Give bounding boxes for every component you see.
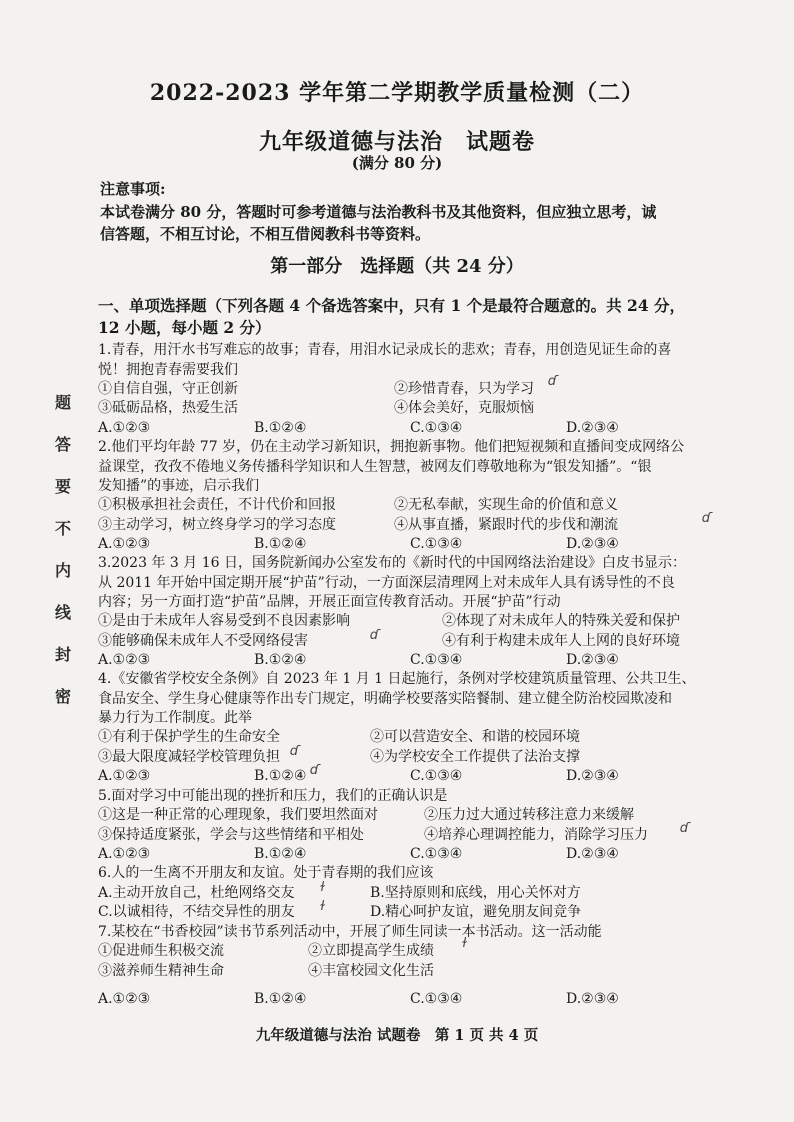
seal-char: 不 <box>54 519 71 538</box>
notice-heading: 注意事项: <box>100 180 166 198</box>
option-statement: ②体现了对未成年人的特殊关爱和保护 <box>442 613 680 629</box>
option-statement: ④培养心理调控能力，消除学习压力 <box>424 827 648 843</box>
pen-mark: ɗ <box>370 628 380 643</box>
question-stem: 从 2011 年开始中国定期开展“护苗”行动，一方面深层清理网上对未成年人具有诱导性的不良 <box>98 575 675 591</box>
question-stem: 悦！拥抱青春需要我们 <box>98 362 238 378</box>
notice-line: 信答题，不相互讨论，不相互借阅教科书等资料。 <box>100 225 431 243</box>
option-statement: ②可以营造安全、和谐的校园环境 <box>370 729 580 745</box>
option-statement: ①促进师生积极交流 <box>98 943 224 959</box>
choice-b: B.①②④ <box>254 536 307 552</box>
notice-line: 本试卷满分 80 分，答题时可参考道德与法治教科书及其他资料，但应独立思考，诚 <box>100 203 657 221</box>
seal-char: 线 <box>54 603 71 622</box>
choice-a: A.①②③ <box>98 652 151 668</box>
option-statement: ①有利于保护学生的生命安全 <box>98 729 280 745</box>
choice-a: A.①②③ <box>98 420 151 436</box>
choice-a: A.①②③ <box>98 846 151 862</box>
option-statement: ②压力过大通过转移注意力来缓解 <box>424 807 634 823</box>
question-stem: 发知播”的事迹，启示我们 <box>98 478 260 494</box>
seal-margin-text <box>52 395 74 705</box>
page-footer: 九年级道德与法治 试题卷 第 1 页 共 4 页 <box>255 1027 539 1044</box>
choice-d: D.精心呵护友谊，避免朋友间竞争 <box>370 904 582 920</box>
choice-a: A.①②③ <box>98 536 151 552</box>
option-statement: ①这是一种正常的心理现象，我们要坦然面对 <box>98 807 378 823</box>
question-stem: 暴力行为工作制度。此举 <box>98 710 252 726</box>
part-title: 第一部分 选择题（共 24 分） <box>270 256 524 277</box>
pen-mark: ɗ <box>290 744 300 759</box>
choice-b: B.①②④ <box>254 420 307 436</box>
option-statement: ④丰富校园文化生活 <box>308 963 434 979</box>
seal-char: 答 <box>54 435 71 454</box>
option-statement: ②珍惜青春，只为学习 <box>394 381 534 397</box>
option-statement: ③砥砺品格，热爱生活 <box>98 400 238 416</box>
choice-d: D.②③④ <box>566 652 619 668</box>
option-statement: ③能够确保未成年人不受网络侵害 <box>98 633 308 649</box>
choice-c: C.以诚相待，不结交异性的朋友 <box>98 904 295 920</box>
option-statement: ①积极承担社会责任，不计代价和回报 <box>98 497 336 513</box>
choice-c: C.①③④ <box>410 420 463 436</box>
option-statement: ①自信自强，守正创新 <box>98 381 238 397</box>
option-statement: ④为学校安全工作提供了法治支撑 <box>370 749 580 765</box>
option-statement: ③主动学习，树立终身学习的学习态度 <box>98 517 336 533</box>
section-heading: 12 小题，每小题 2 分） <box>98 318 271 337</box>
choice-c: C.①③④ <box>410 652 463 668</box>
choice-d: D.②③④ <box>566 991 619 1007</box>
question-stem: 内容；另一方面打造“护苗”品牌，开展正面宣传教育活动。开展“护苗”行动 <box>98 594 561 610</box>
choice-d: D.②③④ <box>566 420 619 436</box>
seal-char: 密 <box>54 687 71 706</box>
pen-mark: ɫ <box>462 936 468 951</box>
question-stem: 益课堂，孜孜不倦地义务传播科学知识和人生智慧，被网友们尊敬地称为“银发知播”。“银 <box>98 459 652 475</box>
option-statement: ②无私奉献，实现生命的价值和意义 <box>394 497 618 513</box>
pen-mark: ɗ <box>310 763 320 778</box>
seal-char: 题 <box>54 393 71 412</box>
pen-mark: ɗ <box>702 511 712 526</box>
question-stem: 2.他们平均年龄 77 岁，仍在主动学习新知识，拥抱新事物。他们把短视频和直播间变成网络公 <box>98 439 685 455</box>
choice-d: D.②③④ <box>566 846 619 862</box>
question-stem: 食品安全、学生身心健康等作出专门规定，明确学校要落实陪餐制、建立健全防治校园欺凌和 <box>98 691 672 707</box>
question-stem: 5.面对学习中可能出现的挫折和压力，我们的正确认识是 <box>98 788 448 804</box>
option-statement: ④从事直播，紧跟时代的步伐和潮流 <box>394 517 618 533</box>
exam-title: 2022-2023 学年第二学期教学质量检测（二） <box>149 80 645 106</box>
pen-mark: ɗ <box>680 821 690 836</box>
section-heading: 一、单项选择题（下列各题 4 个备选答案中，只有 1 个是最符合题意的。共 24 分， <box>98 296 686 315</box>
choice-b: B.坚持原则和底线，用心关怀对方 <box>370 885 581 901</box>
option-statement: ③滋养师生精神生命 <box>98 963 224 979</box>
choice-c: C.①③④ <box>410 768 463 784</box>
seal-char: 内 <box>54 561 71 580</box>
pen-mark: ɫ <box>320 880 326 895</box>
full-score: (满分 80 分) <box>351 154 443 172</box>
seal-char: 封 <box>54 645 71 664</box>
option-statement: ④有利于构建未成年人上网的良好环境 <box>442 633 680 649</box>
seal-char: 要 <box>54 477 71 496</box>
choice-c: C.①③④ <box>410 846 463 862</box>
question-stem: 1.青春，用汗水书写难忘的故事；青春，用泪水记录成长的悲欢；青春，用创造见证生命的喜 <box>98 342 672 358</box>
option-statement: ③最大限度减轻学校管理负担 <box>98 749 280 765</box>
choice-c: C.①③④ <box>410 991 463 1007</box>
question-stem: 7.某校在“书香校园”读书节系列活动中，开展了师生同读一本书活动。这一活动能 <box>98 924 602 940</box>
choice-a: A.主动开放自己，杜绝网络交友 <box>98 885 295 901</box>
question-stem: 3.2023 年 3 月 16 日，国务院新闻办公室发布的《新时代的中国网络法治建设》白皮书显示： <box>98 555 686 571</box>
choice-b: B.①②④ <box>254 991 307 1007</box>
choice-c: C.①③④ <box>410 536 463 552</box>
option-statement: ③保持适度紧张，学会与这些情绪和平相处 <box>98 827 364 843</box>
question-stem: 4.《安徽省学校安全条例》自 2023 年 1 月 1 日起施行，条例对学校建筑质量管理、公共卫生、 <box>98 671 696 687</box>
option-statement: ②立即提高学生成绩 <box>308 943 434 959</box>
exam-subtitle: 九年级道德与法治 试题卷 <box>258 129 535 155</box>
option-statement: ④体会美好，克服烦恼 <box>394 400 534 416</box>
question-stem: 6.人的一生离不开朋友和友谊。处于青春期的我们应该 <box>98 865 434 881</box>
choice-a: A.①②③ <box>98 768 151 784</box>
choice-d: D.②③④ <box>566 536 619 552</box>
pen-mark: ɫ <box>320 899 326 914</box>
choice-d: D.②③④ <box>566 768 619 784</box>
choice-b: B.①②④ <box>254 846 307 862</box>
choice-b: B.①②④ <box>254 652 307 668</box>
pen-mark: ɗ <box>548 374 558 389</box>
choice-b: B.①②④ <box>254 768 307 784</box>
choice-a: A.①②③ <box>98 991 151 1007</box>
option-statement: ①是由于未成年人容易受到不良因素影响 <box>98 613 350 629</box>
